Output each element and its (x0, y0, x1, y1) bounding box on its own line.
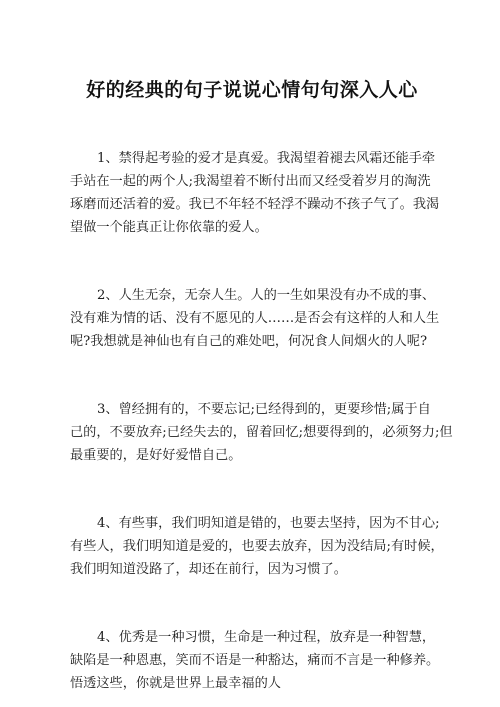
paragraph-line: 最重要的，是好好爱惜自己。 (70, 448, 242, 463)
paragraph-line: 4、有些事，我们明知道是错的，也要去坚持，因为不甘心; (97, 516, 440, 531)
paragraph-line: 3、曾经拥有的，不要忘记;已经得到的，更要珍惜;属于自 (97, 402, 431, 417)
paragraph-line: 有些人，我们明知道是爱的，也要去放弃，因为没结局;有时候， (70, 539, 444, 554)
paragraph-line: 己的，不要放弃;已经失去的，留着回忆;想要得到的，必须努力;但 (70, 425, 453, 440)
document-body (70, 147, 453, 695)
paragraph-line: 我们明知道没路了，却还在前行，因为习惯了。 (70, 562, 347, 577)
paragraph-line: 呢?我想就是神仙也有自己的难处吧，何况食人间烟火的人呢? (70, 334, 428, 349)
paragraph-1 (70, 147, 440, 239)
paragraph-3 (70, 398, 453, 467)
paragraph-line: 手站在一起的两个人;我渴望着不断付出而又经受着岁月的淘洗 (70, 174, 431, 189)
paragraph-line: 悟透这些，你就是世界上最幸福的人 (70, 676, 281, 691)
document-title: 好的经典的句子说说心情句句深入人心 (86, 79, 418, 101)
paragraph-line: 4、优秀是一种习惯，生命是一种过程，放弃是一种智慧， (97, 630, 436, 645)
paragraph-line: 1、禁得起考验的爱才是真爱。我渴望着褪去风霜还能手牵 (97, 151, 436, 166)
paragraph-line: 琢磨而还活着的爱。我已不年轻不轻浮不躁动不孩子气了。我渴 (70, 197, 440, 212)
paragraph-line: 没有难为情的话、没有不愿见的人……是否会有这样的人和人生 (70, 311, 440, 326)
paragraph-line: 2、人生无奈，无奈人生。人的一生如果没有办不成的事、 (97, 288, 436, 303)
paragraph-line: 缺陷是一种恩惠，笑而不语是一种豁达，痛而不言是一种修养。 (70, 653, 440, 668)
paragraph-5 (70, 626, 440, 695)
paragraph-2 (70, 284, 440, 353)
paragraph-4 (70, 512, 444, 581)
paragraph-line: 望做一个能真正让你依靠的爱人。 (70, 220, 268, 235)
